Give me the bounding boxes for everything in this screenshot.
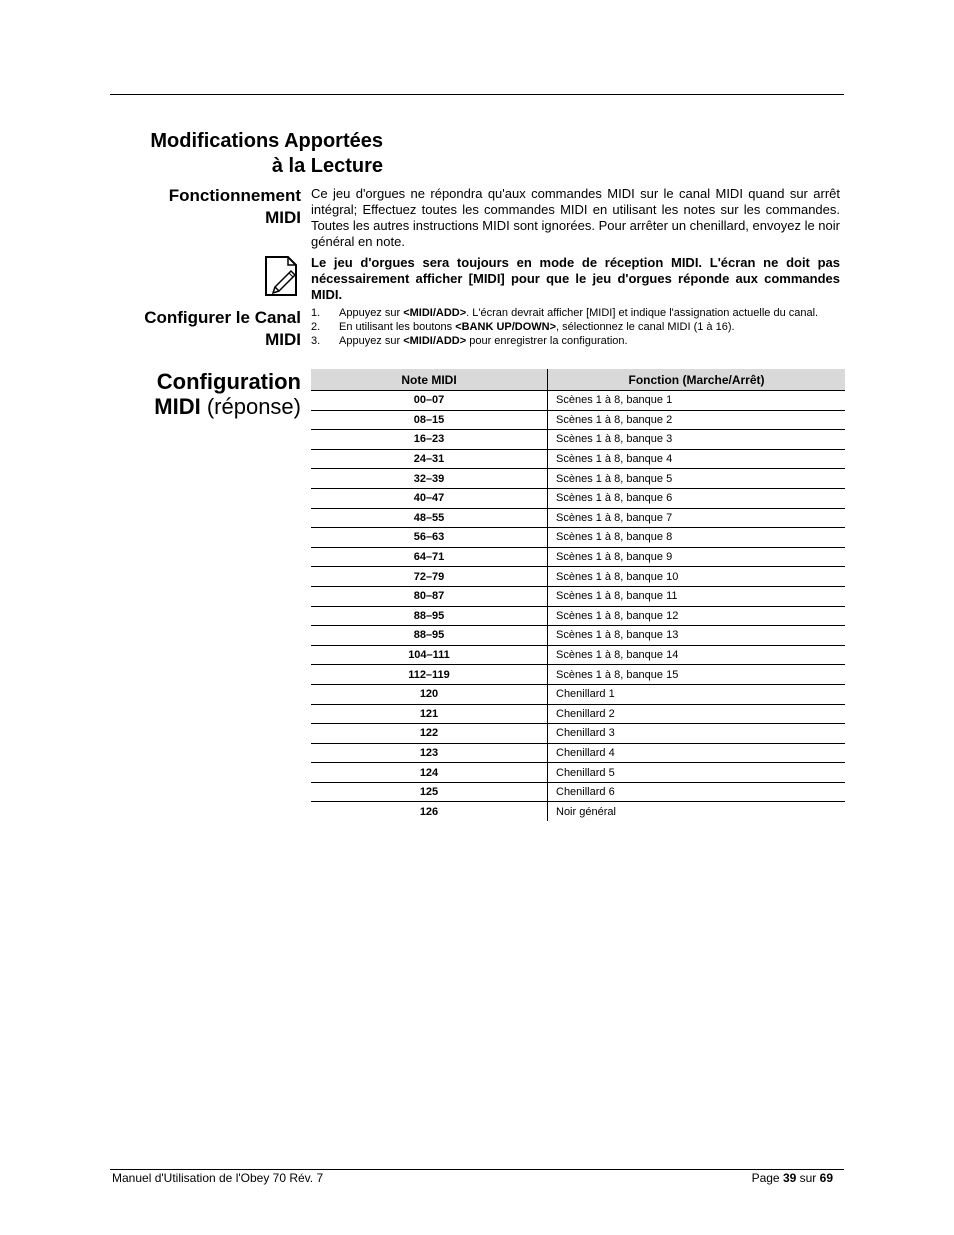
function-cell: Scènes 1 à 8, banque 14 — [548, 645, 846, 665]
midi-note-cell: 24–31 — [311, 449, 548, 469]
midi-note-cell: 120 — [311, 684, 548, 704]
table-body — [311, 391, 845, 822]
midi-note-cell: 56–63 — [311, 528, 548, 548]
page-prefix: Page — [751, 1171, 783, 1185]
header-rule — [110, 94, 844, 95]
function-cell: Chenillard 6 — [548, 782, 846, 802]
table-row — [311, 391, 845, 411]
midi-note-cell: 88–95 — [311, 606, 548, 626]
function-cell: Chenillard 4 — [548, 743, 846, 763]
midi-note-cell: 121 — [311, 704, 548, 724]
midi-note-cell: 72–79 — [311, 567, 548, 587]
midi-operation-heading-line1: Fonctionnement — [168, 186, 301, 205]
page-current: 39 — [782, 1171, 797, 1185]
footer-page-number — [752, 1171, 833, 1185]
midi-note-cell: 08–15 — [311, 410, 548, 430]
midi-note-cell: 80–87 — [311, 586, 548, 606]
step-number: 2. — [311, 321, 321, 333]
table-row — [311, 488, 845, 508]
function-cell: Scènes 1 à 8, banque 10 — [548, 567, 846, 587]
table-row — [311, 469, 845, 489]
function-cell: Scènes 1 à 8, banque 7 — [548, 508, 846, 528]
midi-note-cell: 125 — [311, 782, 548, 802]
function-cell: Scènes 1 à 8, banque 15 — [548, 665, 846, 685]
table-row — [311, 743, 845, 763]
function-cell: Scènes 1 à 8, banque 6 — [548, 488, 846, 508]
table-row — [311, 547, 845, 567]
configure-channel-heading — [110, 307, 301, 351]
midi-note-cell: 88–95 — [311, 626, 548, 646]
table-row — [311, 802, 845, 821]
midi-operation-heading — [110, 185, 301, 229]
function-cell: Chenillard 3 — [548, 724, 846, 744]
step-number: 1. — [311, 307, 321, 319]
table-row — [311, 528, 845, 548]
section-title — [110, 129, 383, 179]
table-header-row — [311, 370, 845, 391]
midi-note-cell: 48–55 — [311, 508, 548, 528]
configure-steps — [311, 306, 840, 348]
midi-operation-body: Ce jeu d'orgues ne répondra qu'aux commandes MIDI sur le canal MIDI quand sur arrêt intégral; Effectuez toutes les commandes MIDI en utilisant les notes sur les commandes. Toutes les autres instructions MIDI sont ignorées. Pour arrêter un chenillard, envoyez le noir général en note. — [311, 186, 840, 249]
table-row — [311, 645, 845, 665]
function-cell: Chenillard 1 — [548, 684, 846, 704]
table-row — [311, 782, 845, 802]
function-cell: Scènes 1 à 8, banque 13 — [548, 626, 846, 646]
function-cell: Chenillard 5 — [548, 763, 846, 783]
midi-note-cell: 64–71 — [311, 547, 548, 567]
midi-operation-heading-line2: MIDI — [265, 208, 301, 227]
function-cell: Scènes 1 à 8, banque 1 — [548, 391, 846, 411]
table-row — [311, 410, 845, 430]
step-item — [311, 306, 840, 320]
midi-note-cell: 122 — [311, 724, 548, 744]
function-cell: Scènes 1 à 8, banque 4 — [548, 449, 846, 469]
function-cell: Scènes 1 à 8, banque 3 — [548, 430, 846, 450]
step-text-key: <BANK UP/DOWN> — [455, 321, 557, 333]
column-header-function: Fonction (Marche/Arrêt) — [548, 370, 846, 391]
table-row — [311, 724, 845, 744]
midi-config-heading-line1: Configuration — [156, 369, 301, 394]
step-text-pre: Appuyez sur — [339, 335, 404, 347]
page-total: 69 — [819, 1171, 833, 1185]
step-text-pre: Appuyez sur — [339, 307, 404, 319]
table-row — [311, 567, 845, 587]
section-title-line2: à la Lecture — [271, 155, 383, 177]
page-mid: sur — [796, 1171, 820, 1185]
midi-note: Le jeu d'orgues sera toujours en mode de réception MIDI. L'écran ne doit pas nécessairement afficher [MIDI] pour que le jeu d'orgues réponde aux commandes MIDI. — [311, 255, 840, 302]
midi-note-cell: 104–111 — [311, 645, 548, 665]
midi-note-cell: 32–39 — [311, 469, 548, 489]
midi-config-heading-light: (réponse) — [200, 394, 301, 419]
midi-config-heading-bold: MIDI — [154, 394, 201, 419]
step-text-key: <MIDI/ADD> — [403, 307, 467, 319]
midi-note-cell: 16–23 — [311, 430, 548, 450]
function-cell: Scènes 1 à 8, banque 11 — [548, 586, 846, 606]
step-text-key: <MIDI/ADD> — [403, 335, 467, 347]
table-row — [311, 449, 845, 469]
step-text — [339, 306, 840, 320]
step-text-post: pour enregistrer la configuration. — [466, 335, 628, 347]
function-cell: Scènes 1 à 8, banque 5 — [548, 469, 846, 489]
midi-note-cell: 40–47 — [311, 488, 548, 508]
function-cell: Scènes 1 à 8, banque 8 — [548, 528, 846, 548]
function-cell: Scènes 1 à 8, banque 9 — [548, 547, 846, 567]
note-pencil-icon — [262, 254, 300, 298]
function-cell: Scènes 1 à 8, banque 12 — [548, 606, 846, 626]
table-row — [311, 626, 845, 646]
step-text-post: , sélectionnez le canal MIDI (1 à 16). — [556, 321, 735, 333]
step-item — [311, 334, 840, 348]
midi-config-heading — [110, 369, 301, 419]
midi-note-cell: 112–119 — [311, 665, 548, 685]
table-row — [311, 665, 845, 685]
midi-note-cell: 124 — [311, 763, 548, 783]
table-row — [311, 763, 845, 783]
section-title-line1: Modifications Apportées — [150, 130, 383, 152]
step-text — [339, 320, 840, 334]
configure-channel-heading-line1: Configurer le Canal — [144, 308, 301, 327]
midi-note-cell: 126 — [311, 802, 548, 821]
step-text-pre: En utilisant les boutons — [339, 321, 456, 333]
configure-channel-heading-line2: MIDI — [265, 330, 301, 349]
table-row — [311, 430, 845, 450]
column-header-note: Note MIDI — [311, 370, 548, 391]
step-item — [311, 320, 840, 334]
midi-table — [311, 369, 845, 821]
table-row — [311, 508, 845, 528]
footer-rule — [110, 1169, 844, 1170]
step-text — [339, 334, 840, 348]
table-row — [311, 606, 845, 626]
function-cell: Noir général — [556, 805, 616, 818]
function-cell: Scènes 1 à 8, banque 2 — [548, 410, 846, 430]
step-text-post: . L'écran devrait afficher [MIDI] et indique l'assignation actuelle du canal. — [466, 307, 819, 319]
table-row — [311, 684, 845, 704]
footer-manual-title: Manuel d'Utilisation de l'Obey 70 Rév. 7 — [112, 1171, 324, 1185]
midi-config-heading-line2 — [110, 394, 301, 419]
midi-note-cell: 00–07 — [311, 391, 548, 411]
function-cell: Chenillard 2 — [548, 704, 846, 724]
midi-note-cell: 123 — [311, 743, 548, 763]
table-row — [311, 704, 845, 724]
step-number: 3. — [311, 335, 321, 347]
table-row — [311, 586, 845, 606]
